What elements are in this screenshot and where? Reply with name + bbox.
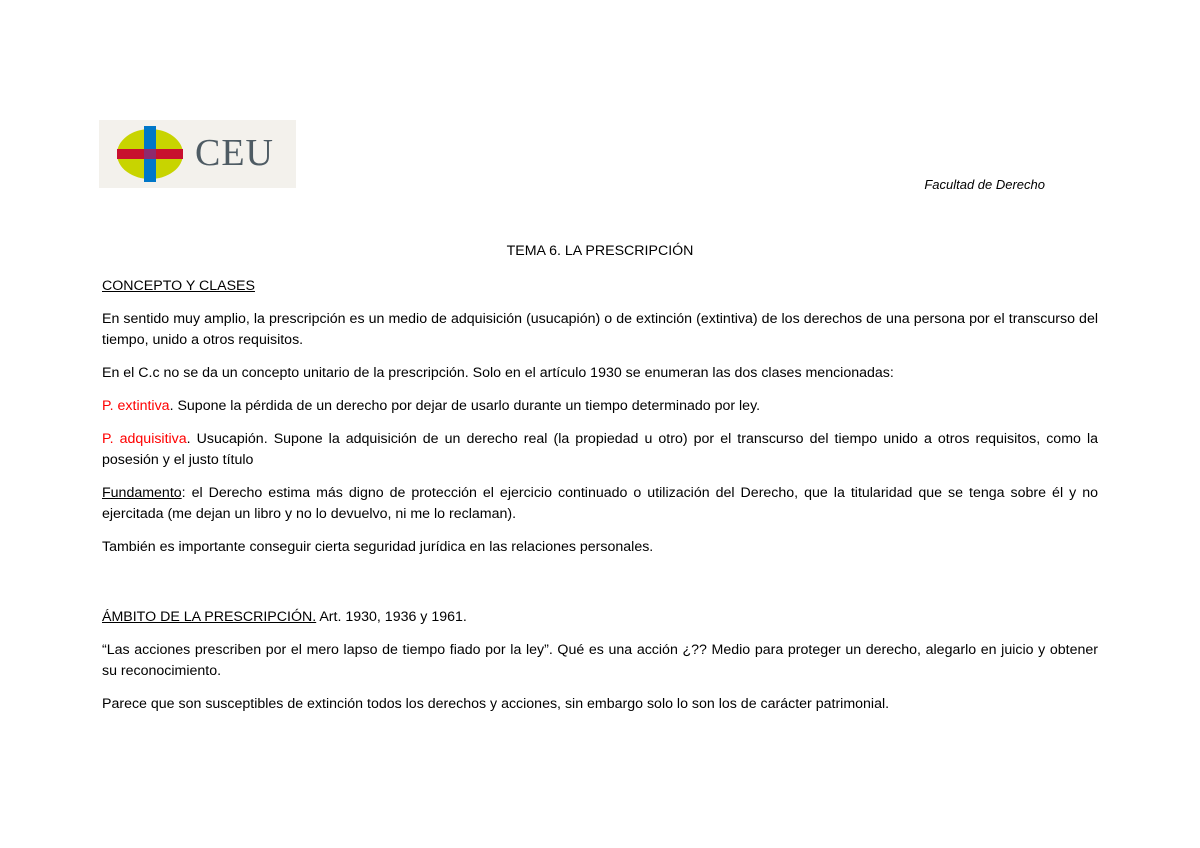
paragraph-patrimonial: Parece que son susceptibles de extinción todos los derechos y acciones, sin embargo solo lo son los de carácter patrimonial.: [102, 696, 890, 712]
document-title: TEMA 6. LA PRESCRIPCIÓN: [506, 243, 694, 259]
paragraph-codigo-civil: En el C.c no se da un concepto unitario de la prescripción. Solo en el artículo 1930 se enumeran las dos clases mencionadas:: [102, 365, 894, 381]
faculty-name: Facultad de Derecho: [924, 177, 1045, 192]
paragraph-extintiva: [102, 396, 1098, 417]
section-heading-text: CONCEPTO Y CLASES: [102, 278, 255, 294]
paragraph-acciones: “Las acciones prescriben por el mero lapso de tiempo fiado por la ley”. Qué es una acción ¿?? Medio para proteger un derecho, alegarlo en juicio y obtener su reconocimiento.: [102, 642, 1098, 679]
paragraph-definition: En sentido muy amplio, la prescripción es un medio de adquisición (usucapión) o de extinción (extintiva) de los derechos de una persona por el transcurso del tiempo, unido a otros requisitos.: [102, 311, 1098, 348]
text-adquisitiva: . Usucapión. Supone la adquisición de un derecho real (la propiedad u otro) por el transcurso del tiempo unido a otros requisitos, como la posesión y el justo título: [102, 431, 1098, 468]
spacer: [102, 570, 1098, 607]
term-adquisitiva: P. adquisitiva: [102, 431, 187, 447]
text-extintiva: . Supone la pérdida de un derecho por dejar de usarlo durante un tiempo determinado por ley.: [169, 398, 761, 414]
ceu-logo: [99, 120, 296, 188]
paragraph-adquisitiva: [102, 429, 1098, 471]
section-heading-ambito-articles: Art. 1930, 1936 y 1961.: [316, 609, 467, 625]
paragraph-fundamento: [102, 483, 1098, 525]
document-body: [102, 241, 1098, 727]
logo-text: CEU: [195, 132, 274, 174]
section-heading-ambito-text: ÁMBITO DE LA PRESCRIPCIÓN.: [102, 609, 317, 625]
text-fundamento: : el Derecho estima más digno de protección el ejercicio continuado o utilización del Derecho, que la titularidad que se tenga sobre él y no ejercitada (me dejan un libro y no lo devuelvo, ni me lo reclaman).: [102, 485, 1098, 522]
section-heading-ambito: [102, 607, 1098, 628]
term-extintiva: P. extintiva: [102, 398, 170, 414]
ceu-emblem-icon: [116, 126, 184, 182]
term-fundamento: Fundamento: [102, 485, 182, 501]
section-heading-concepto: [102, 276, 1098, 297]
paragraph-seguridad: También es importante conseguir cierta seguridad jurídica en las relaciones personales.: [102, 539, 654, 555]
